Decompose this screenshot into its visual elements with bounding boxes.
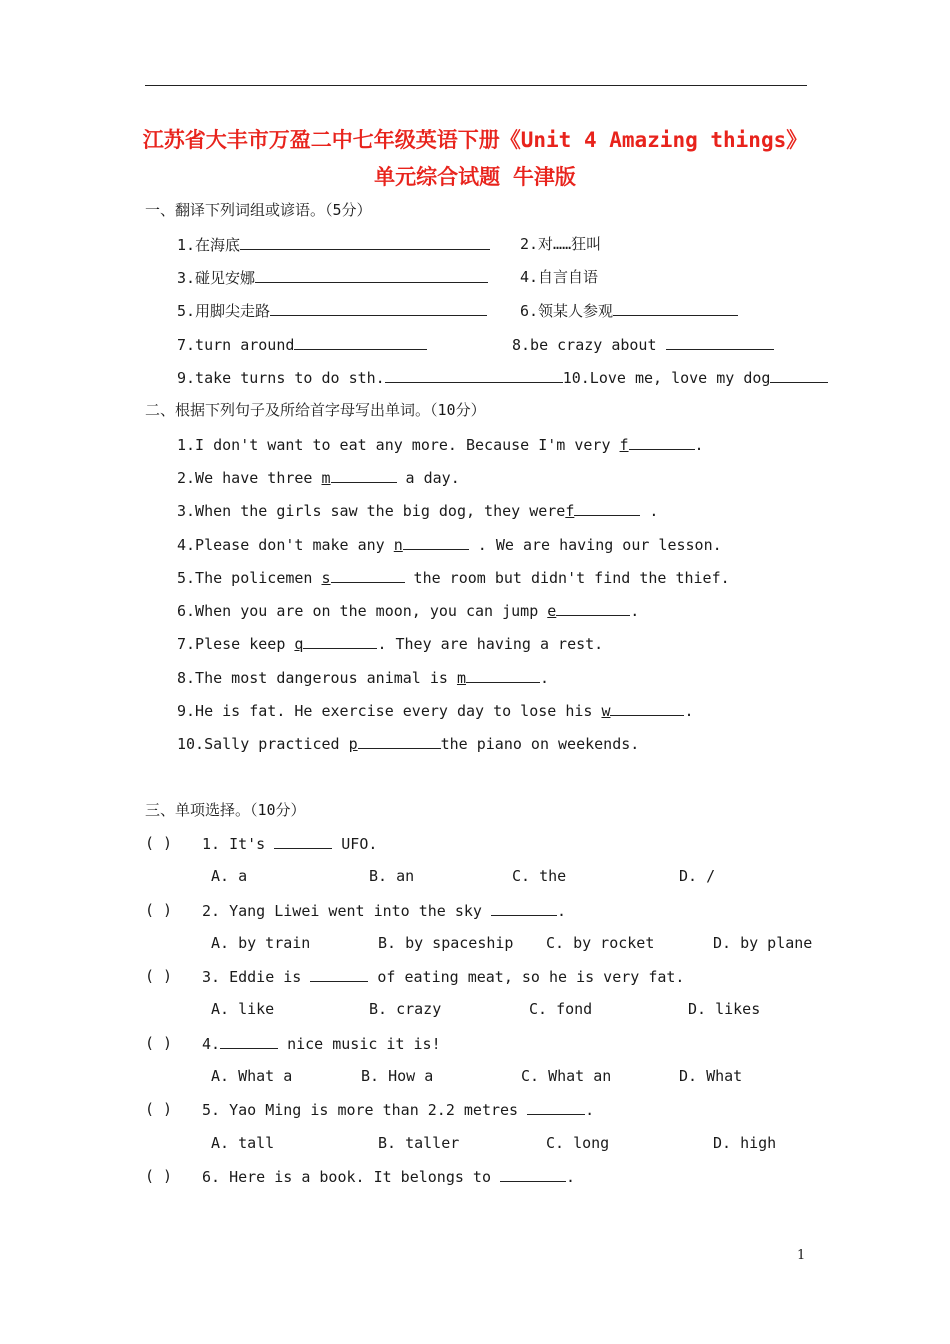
- answer-blank[interactable]: [574, 500, 640, 516]
- mc-option[interactable]: D. likes: [688, 1000, 761, 1018]
- header-rule: [145, 85, 807, 86]
- answer-paren[interactable]: ( ): [145, 834, 173, 852]
- answer-blank: [220, 1033, 278, 1049]
- answer-blank[interactable]: [331, 567, 405, 583]
- mc-question-2: 2. Yang Liwei went into the sky .: [202, 902, 567, 920]
- answer-blank: [274, 833, 332, 849]
- answer-blank[interactable]: [358, 733, 441, 749]
- answer-paren[interactable]: ( ): [145, 901, 173, 919]
- s2-item-1: 1.I don't want to eat any more. Because I'm very f .: [177, 436, 704, 454]
- answer-paren[interactable]: ( ): [145, 1100, 173, 1118]
- section2-heading: 二、根据下列句子及所给首字母写出单词。（10分）: [145, 401, 486, 419]
- answer-blank[interactable]: [666, 334, 774, 350]
- s2-item-10: 10.Sally practiced p the piano on weekends.: [177, 735, 640, 753]
- s2-item-9: 9.He is fat. He exercise every day to lose his w .: [177, 702, 694, 720]
- answer-blank: [491, 900, 557, 916]
- answer-paren[interactable]: ( ): [145, 1034, 173, 1052]
- answer-blank[interactable]: [770, 367, 828, 383]
- mc-option[interactable]: B. taller: [378, 1134, 460, 1152]
- s1-item-6: 6.领某人参观: [520, 300, 738, 321]
- s2-item-3: 3.When the girls saw the big dog, they weref .: [177, 502, 659, 520]
- answer-blank[interactable]: [331, 467, 397, 483]
- s2-item-5: 5.The policemen s the room but didn't find the thief.: [177, 569, 730, 587]
- s2-item-2: 2.We have three m a day.: [177, 469, 460, 487]
- mc-question-3: 3. Eddie is of eating meat, so he is very fat.: [202, 968, 685, 986]
- mc-option[interactable]: D. by plane: [713, 934, 813, 952]
- doc-title-line2: 单元综合试题 牛津版: [374, 165, 576, 189]
- answer-blank[interactable]: [610, 700, 684, 716]
- answer-blank[interactable]: [255, 267, 488, 283]
- s1-item-2: 2.对……狂叫: [520, 235, 602, 253]
- s1-item-7: 7.turn around: [177, 334, 427, 355]
- mc-option[interactable]: A. What a: [211, 1067, 293, 1085]
- doc-title-line1: 江苏省大丰市万盈二中七年级英语下册《Unit 4 Amazing things》: [142, 128, 808, 152]
- s2-item-4: 4.Please don't make any n . We are having our lesson.: [177, 536, 722, 554]
- answer-blank[interactable]: [294, 334, 427, 350]
- answer-blank[interactable]: [629, 434, 695, 450]
- mc-option[interactable]: C. fond: [529, 1000, 593, 1018]
- answer-blank: [310, 966, 368, 982]
- mc-question-5: 5. Yao Ming is more than 2.2 metres .: [202, 1101, 595, 1119]
- answer-blank[interactable]: [613, 300, 738, 316]
- answer-paren[interactable]: ( ): [145, 967, 173, 985]
- mc-option[interactable]: B. crazy: [369, 1000, 442, 1018]
- answer-blank: [527, 1099, 585, 1115]
- s2-item-7: 7.Plese keep q . They are having a rest.: [177, 635, 604, 653]
- answer-paren[interactable]: ( ): [145, 1167, 173, 1185]
- mc-option[interactable]: A. like: [211, 1000, 275, 1018]
- answer-blank[interactable]: [240, 234, 490, 250]
- mc-option[interactable]: D. What: [679, 1067, 743, 1085]
- s2-item-6: 6.When you are on the moon, you can jump e .: [177, 602, 640, 620]
- mc-option[interactable]: D. high: [713, 1134, 777, 1152]
- mc-option[interactable]: C. the: [512, 867, 567, 885]
- section3-heading: 三、单项选择。（10分）: [145, 801, 306, 819]
- mc-question-4: 4. nice music it is!: [202, 1035, 441, 1053]
- mc-option[interactable]: C. What an: [521, 1067, 612, 1085]
- answer-blank[interactable]: [556, 600, 630, 616]
- answer-blank: [500, 1166, 566, 1182]
- page-number: 1: [797, 1248, 806, 1263]
- answer-blank[interactable]: [385, 367, 563, 383]
- mc-option[interactable]: A. a: [211, 867, 248, 885]
- mc-option[interactable]: B. by spaceship: [378, 934, 514, 952]
- answer-blank[interactable]: [466, 667, 540, 683]
- s1-item-4: 4.自言自语: [520, 268, 599, 286]
- mc-option[interactable]: B. an: [369, 867, 415, 885]
- mc-option[interactable]: C. by rocket: [546, 934, 655, 952]
- mc-option[interactable]: B. How a: [361, 1067, 434, 1085]
- mc-option[interactable]: A. by train: [211, 934, 311, 952]
- mc-option[interactable]: C. long: [546, 1134, 610, 1152]
- mc-question-1: 1. It's UFO.: [202, 835, 378, 853]
- s1-item-5: 5.用脚尖走路: [177, 300, 487, 321]
- answer-blank[interactable]: [270, 300, 487, 316]
- s1-item-9: 9.take turns to do sth. 10.Love me, love my dog: [177, 367, 828, 388]
- section1-heading: 一、翻译下列词组或谚语。（5分）: [145, 201, 372, 219]
- s1-item-8: 8.be crazy about: [512, 334, 774, 355]
- mc-option[interactable]: A. tall: [211, 1134, 275, 1152]
- answer-blank[interactable]: [303, 633, 377, 649]
- answer-blank[interactable]: [403, 534, 469, 550]
- s1-item-3: 3.碰见安娜: [177, 267, 488, 288]
- s1-item-1: 1.在海底: [177, 234, 490, 255]
- s2-item-8: 8.The most dangerous animal is m .: [177, 669, 550, 687]
- mc-option[interactable]: D. /: [679, 867, 716, 885]
- mc-question-6: 6. Here is a book. It belongs to .: [202, 1168, 576, 1186]
